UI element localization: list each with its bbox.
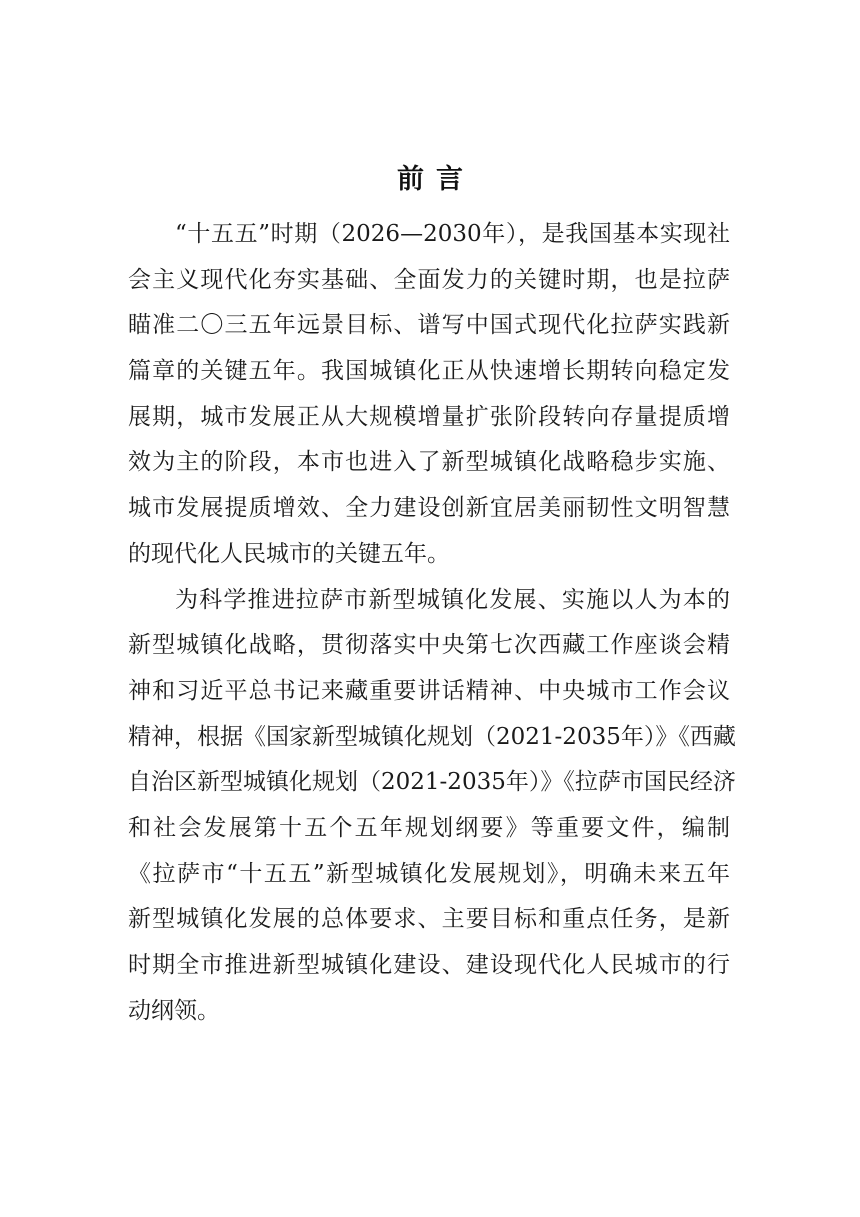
paragraph-line: 自治区新型城镇化规划（2021-2035年）》《拉萨市国民经济 xyxy=(128,769,736,796)
paragraph-2 xyxy=(128,578,736,1035)
page-title: 前言 xyxy=(397,164,475,195)
paragraph-line: 会主义现代化夯实基础、全面发力的关键时期，也是拉萨 xyxy=(128,266,730,293)
paragraph-line: 为科学推进拉萨市新型城镇化发展、实施以人为本的 xyxy=(175,586,730,613)
paragraph-line: 瞄准二〇三五年远景目标、谱写中国式现代化拉萨实践新 xyxy=(128,312,730,339)
paragraph-1 xyxy=(128,212,730,578)
document-body xyxy=(128,212,736,1034)
paragraph-line: 神和习近平总书记来藏重要讲话精神、中央城市工作会议 xyxy=(128,677,730,704)
paragraph-line: 《拉萨市“十五五”新型城镇化发展规划》，明确未来五年 xyxy=(128,860,730,887)
paragraph-line: 篇章的关键五年。我国城镇化正从快速增长期转向稳定发 xyxy=(128,358,730,385)
paragraph-line: 和社会发展第十五个五年规划纲要》等重要文件，编制 xyxy=(128,814,730,841)
paragraph-line: 动纲领。 xyxy=(128,997,220,1024)
paragraph-line: 的现代化人民城市的关键五年。 xyxy=(128,540,450,567)
paragraph-line: 效为主的阶段，本市也进入了新型城镇化战略稳步实施、 xyxy=(128,449,730,476)
paragraph-line: 城市发展提质增效、全力建设创新宜居美丽韧性文明智慧 xyxy=(128,495,730,522)
paragraph-line: 精神，根据《国家新型城镇化规划（2021-2035年）》《西藏 xyxy=(128,723,736,750)
paragraph-line: 新型城镇化发展的总体要求、主要目标和重点任务，是新 xyxy=(128,906,730,933)
paragraph-line: “十五五”时期（2026—2030年），是我国基本实现社 xyxy=(175,221,730,247)
paragraph-line: 时期全市推进新型城镇化建设、建设现代化人民城市的行 xyxy=(128,952,730,978)
paragraph-line: 展期，城市发展正从大规模增量扩张阶段转向存量提质增 xyxy=(128,403,730,430)
paragraph-line: 新型城镇化战略，贯彻落实中央第七次西藏工作座谈会精 xyxy=(128,632,730,659)
